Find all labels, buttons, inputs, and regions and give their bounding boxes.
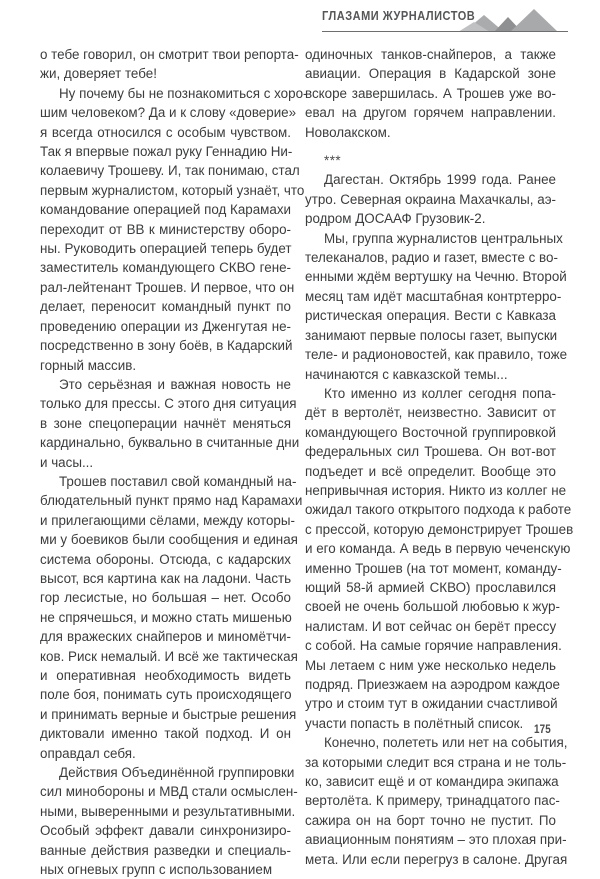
page-number: 175 [534, 722, 551, 736]
text-line: Это серьёзная и важная новость не [59, 376, 291, 392]
text-line: начинаются с кавказской темы... [305, 366, 508, 382]
text-line: за которыми следит вся страна и не толь- [305, 754, 567, 770]
text-line: вскоре завершилась. А Трошев уже во- [305, 85, 556, 101]
text-line: колаевичу Трошеву. И, так понимаю, стал [40, 163, 300, 179]
paragraph-spacer [305, 142, 556, 151]
text-line: Действия Объединённой группировки [59, 765, 295, 781]
text-line: Ну почему бы не познакомиться с хоро- [59, 85, 308, 101]
text-line: дёт в вертолёт, неизвестно. Зависит от [305, 405, 556, 421]
text-line: не спрячешься, и можно стать мишенью [40, 609, 292, 625]
text-line: жи, доверяет тебе! [40, 66, 157, 82]
text-line: подряд. Приезжаем на аэродром каждое [305, 677, 560, 692]
text-line: федеральных сил Трошева. Он вот-вот [305, 444, 556, 460]
text-line: телеканалов, радио и газет, вместе с во- [305, 250, 558, 266]
text-line: мета. Или если перегруз в салоне. Другая [305, 851, 568, 867]
text-line: только для прессы. С этого дня ситуация [40, 396, 297, 412]
text-line: Мы летаем с ним уже несколько недель [305, 657, 556, 673]
mountain-range-icon [458, 8, 568, 32]
text-line: и принимать верные и быстрые решения [40, 706, 297, 722]
text-line: ожидал такого открытого подхода к работе [305, 502, 572, 518]
text-line: командующего Восточной группировкой [305, 424, 556, 440]
text-line: утро. Северная окраина Махачкалы, аэ- [305, 191, 556, 207]
text-line: авиации. Операция в Кадарской зоне [305, 66, 556, 82]
text-line: и часы... [40, 454, 94, 470]
left-text-column [40, 45, 308, 879]
text-line: ны. Руководить операцией теперь будет [40, 241, 292, 257]
text-line: Новолакском. [305, 124, 391, 140]
text-line: Так я впервые пожал руку Геннадию Ни- [40, 144, 293, 160]
text-line: сил минобороны и МВД стали осмыслен- [40, 784, 298, 800]
text-line: оправдал себя. [40, 745, 136, 761]
text-line: с прессой, которую демонстрирует Трошев [305, 521, 574, 537]
text-line: и прилегающими сёлами, между которы- [40, 512, 295, 528]
running-head [300, 8, 568, 38]
text-line: подъедет и всё определит. Вообще это [305, 463, 556, 479]
text-line: именно Трошев (на тот момент, команду- [305, 560, 562, 576]
text-line: ко, зависит ещё и от командира экипажа [305, 774, 559, 790]
text-line: делает, переносит командный пункт по [40, 299, 291, 315]
text-line: Дагестан. Октябрь 1999 года. Ранее [324, 172, 556, 188]
text-line: о тебе говорил, он смотрит твои репорта- [40, 47, 299, 62]
text-line: я всегда относился с особым чувством. [40, 124, 291, 140]
text-line: ванные действия разведки и специаль- [40, 842, 291, 858]
text-line: первым журналистом, который узнаёт, что [40, 182, 305, 198]
text-line: Кто именно из коллег сегодня попа- [324, 385, 556, 401]
running-head-rule [322, 31, 568, 32]
text-line: блюдательный пункт прямо над Карамахи [40, 493, 303, 509]
text-line: своей не очень большой любовью к жур- [305, 599, 560, 615]
text-line: ристическая операция. Вести с Кавказа [305, 308, 556, 324]
text-line: диктовали именно такой подход. И он [40, 726, 291, 742]
text-line: переходит от ВВ к министерству оборо- [40, 221, 291, 237]
text-line: командование операцией под Карамахи [40, 202, 291, 218]
section-break: *** [324, 153, 342, 169]
text-line: и его команда. А ведь в первую чеченскую [305, 541, 571, 557]
text-line: для вражеских снайперов и миномётчи- [40, 629, 291, 645]
text-line: шим человеком? Да и к слову «доверие» [40, 105, 297, 121]
text-line: евал на другом горячем направлении. [305, 105, 556, 121]
text-line: в зоне спецоперации начнёт меняться [40, 415, 291, 431]
running-head-title: ГЛАЗАМИ ЖУРНАЛИСТОВ [322, 9, 476, 23]
text-line: Конечно, полететь или нет на события, [324, 735, 568, 751]
text-line: ющий 58-й армией СКВО) прославился [305, 579, 556, 595]
text-line: Особый эффект давали синхронизиро- [40, 823, 291, 839]
text-line: ми у боевиков были сообщения и единая [40, 532, 298, 548]
text-line: гор лесистые, но большая – нет. Особо [40, 590, 291, 606]
text-line: ных огневых групп с использованием [40, 862, 273, 878]
text-line: с собой. На самые горячие направления. [305, 638, 562, 654]
text-line: авиационным понятиям – это плохая при- [305, 832, 567, 848]
text-line: одиночных танков-снайперов, а также [305, 47, 556, 62]
text-line: заместитель командующего СКВО гене- [40, 260, 291, 276]
text-line: Трошев поставил свой командный на- [59, 473, 297, 489]
text-line: высот, вся картина как на ладони. Часть [40, 570, 292, 586]
text-line: ков. Риск немалый. И всё же тактическая [40, 648, 298, 664]
text-line: поле боя, понимать суть происходящего [40, 687, 292, 703]
text-line: посредственно в зону боёв, в Кадарский [40, 338, 293, 354]
left-column-body [40, 45, 308, 879]
text-line: рал-лейтенант Трошев. И первое, что он [40, 279, 295, 295]
right-text-column [305, 45, 574, 869]
text-line: сажира он на борт точно не пустит. По [305, 812, 556, 828]
text-line: непривычная история. Никто из коллег не [305, 482, 567, 498]
text-line: горный массив. [40, 357, 137, 373]
text-line: занимают первые полосы газет, выпуски [305, 327, 558, 343]
text-line: теле- и радионовостей, как правило, тоже [305, 347, 568, 363]
text-line: участи попасть в полётный список. [305, 715, 524, 731]
text-line: родром ДОСААФ Грузовик-2. [305, 211, 486, 227]
text-line: утро и стоим тут в ожидании счастливой [305, 696, 558, 712]
text-line: кардинально, буквально в считанные дни [40, 435, 300, 451]
right-column-body [305, 45, 574, 869]
text-line: Мы, группа журналистов центральных [324, 230, 563, 246]
text-line: налистам. И вот сейчас он берёт прессу [305, 618, 557, 634]
text-line: система обороны. Отсюда, с кадарских [40, 551, 291, 567]
text-line: енными ждём вертушку на Чечню. Второй [305, 269, 567, 285]
text-line: ными, выверенными и результативными. [40, 803, 296, 819]
text-line: вертолёта. К примеру, тринадцатого пас- [305, 793, 560, 809]
text-line: проведению операции из Дженгутая не- [40, 318, 291, 334]
text-line: и оперативная необходимость видеть [40, 668, 291, 683]
text-line: месяц там идёт масштабная контртерро- [305, 288, 562, 304]
